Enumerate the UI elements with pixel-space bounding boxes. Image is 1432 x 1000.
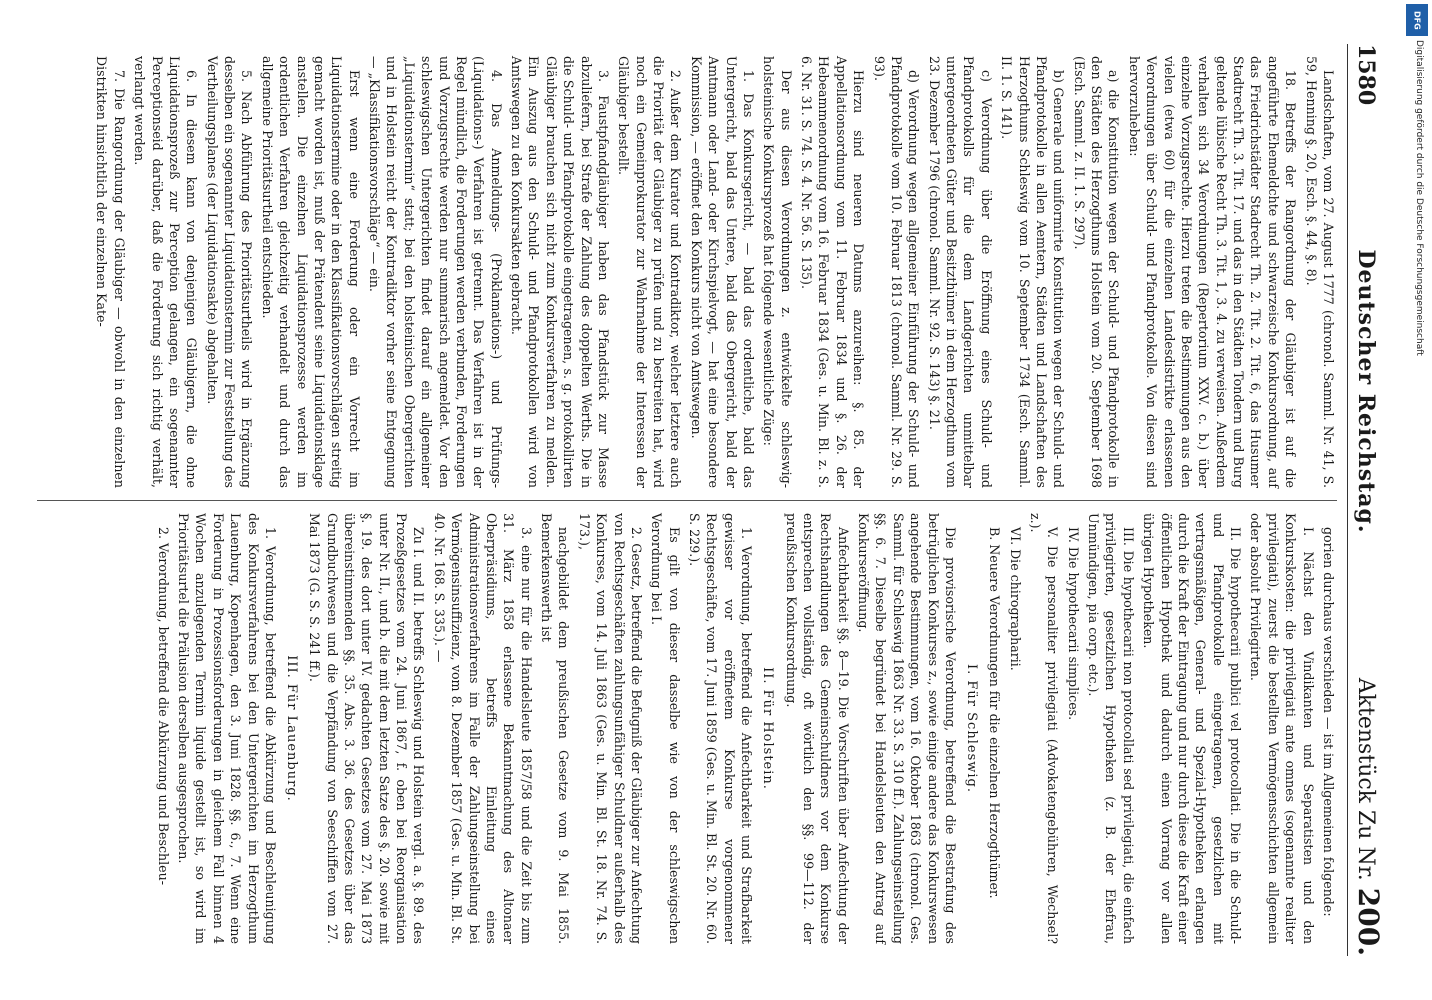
paragraph: Anfechtbarkeit §§. 8—19. Die Vorschriften über Anfechtung der Rechtshandlungen des Gemeinschuldners vor dem Konkurse entsprechen vollständig, oft wörtlich den §§. 99—112. der preußischen Konkursordnung. <box>783 513 851 944</box>
paragraph: 3. Faustpfandgläubiger haben das Pfandstück zur Masse abzuliefern, bei Strafe der Zahlung des doppelten Werths. Die in die Schuld- und Pfandprotokolle eingetragenen, s. g. protokollirten Gläubiger brauchen sich nicht zum Konkursverfahren zu melden. Ein Auszug aus den Schuld- und Pfandprotokollen wird von Amtswegen zu den Konkursakten gebracht. <box>509 56 611 488</box>
paragraph: II. Die hypothecarii publici vel protocollati. Die in die Schuld- und Pfandprotokolle eingetragenen, gesetzlichen mit vertragsmäßigen, General- und Spezial-Hypotheken erlangen durch die Kraft der Eintragung und nur durch diese die Kraft einer öffentlichen Hypothek und dadurch einen Vorrang vor allen übrigen Hypotheken. <box>1141 513 1244 944</box>
paragraph: 2. Verordnung, betreffend die Abkürzung und Beschleu- <box>155 527 171 885</box>
issue-reference <box>1352 678 1385 956</box>
page-header <box>1347 44 1385 956</box>
paragraph: Erst wenn eine Forderung oder ein Vorrecht im Liquidationstermine oder in den Klassifikationsvorschlägen streitig gemacht worden ist, muß der Prätendent seine Liquidationsklage anstellen. Die einzelnen Liquidationsprozesse werden im ordentlichen Verfahren gleichzeitig verhandelt und durch das allgemeine Prioritätsurtheil entschieden. <box>259 56 362 488</box>
paragraph: nachgebildet dem preußischen Gesetze vom 9. Mai 1855. Bemerkenswerth ist <box>539 513 572 944</box>
paragraph: 1. Verordnung, betreffend die Abkürzung und Beschleunigung des Konkursverfahrens bei den Untergerichten im Herzogthum Lauenburg, Kopenhagen, den 3. Juni 1828. §§. 6., 7. Wenn eine Forderung in Prozessionsforderungen in gleichem Fall binnen 4 Wochen anzulegenden Termin liquide gestellt ist, so wird im Prioritätsurtel die Prälusion derselben ausgesprochen. <box>176 513 278 944</box>
right-column-intro <box>986 513 1337 944</box>
paragraph: VI. Die chirographarii. <box>1007 527 1023 671</box>
dfg-sidebar <box>1398 0 1432 1000</box>
paragraph: 2. Außer dem Kurator und Kontradiktor, welcher letztere auch die Priorität der Gläubiger zu prüfen und zu bestreiten hat, wird noch ein Gemeinprokurator zur Wahrnahme der Interessen der Gläubiger bestellt. <box>616 56 684 488</box>
dfg-funding-note: Digitalisierung gefördert durch die Deutsche Forschungsgemeinschaft <box>1414 40 1424 356</box>
paragraph: 5. Nach Abführung des Prioritätsurtheils wird in Ergänzung desselben ein sogenannter Liquidationstermin zur Feststellung des Vertheilungsplanes (der Liquidationsakte) abgehalten. <box>204 56 255 488</box>
paragraph: I. Nächst den Vindikanten und Separatisten und den Konkurskosten: die privilegiati ante omnes (sogenannte realiter privilegiati), zuerst die bestellten Vermögensschichten allgemein oder absolut Privilegirten. <box>1248 513 1316 944</box>
paragraph: Zu I. und II. betreffs Schleswig und Holstein vergl. a. §. 89. des Prozeßgesetzes vom 24. Juni 1867, f. oben bei Reorganisation unter Nr. II., und b. die mit dem letzten Satze des §. 20. sowie mit §. 19. des dort unter IV. gedachten Gesetzes vom 27. Mai 1873 übereinstimmenden §§. 35. Abs. 3. 36. des Gesetzes über das Grundbuchwesen und die Verpfändung von Seeschiffen vom 27. Mai 1873 (G. S. S. 241 ff.). <box>307 513 427 944</box>
text-columns <box>37 44 1337 956</box>
paragraph: 6. In diesem kann von denjenigen Gläubigern, die ohne Liquidationsprozeß zur Perception gelangen, ein sogenannter Perceptionseid darüber, daß die Forderung sich richtig verhält, verlangt werden. <box>132 56 200 488</box>
section-heading-schleswig: I. Für Schleswig. <box>963 664 979 793</box>
left-column <box>37 44 1337 500</box>
dfg-logo: DFG <box>1406 4 1428 36</box>
paragraph: V. Die personaliter privilegiati (Advokatengebühren, Wechsel? z.). <box>1028 513 1061 944</box>
paragraph: Die provisorische Verordnung, betreffend die Bestrafung des betrüglichen Konkurses z., sowie einige andere das Konkurswesen angehende Bestimmungen, vom 16. Oktober 1863 (chronol. Ges. Samml. für Schleswig 1863 Nr. 33. S. 310 ff.). Zahlungseinstellung §§. 6. 7. Dieselbe begründet bei Handelsleuten den Antrag auf Konkurseröffnung. <box>856 513 958 944</box>
paragraph: Landschaften, vom 27. August 1777 (chronol. Samml. Nr. 41, S. 59, Henning §. 20, Esch. §. 44, §. 8). <box>1303 56 1336 488</box>
paragraph: Es gilt von dieser dasselbe wie von der schleswigschen Verordnung bei I. <box>649 513 682 944</box>
paragraph: d) Verordnung wegen allgemeiner Einführung der Schuld- und Pfandprotokolle vom 10. Februar 1813 (chronol. Samml. Nr. 29. S. 93). <box>871 56 922 488</box>
paragraph: Hierzu sind neueren Datums anzureihen: §. 85. der Appellationsordnung vom 11. Februar 1834 und §. 26. der Hebeammenordnung vom 16. Februar 1834 (Ges. u. Min. Bl. z. S. 6. Nr. 31. S. 74. S. 4. Nr. 56. S. 135). <box>799 56 867 488</box>
rotated-document-page <box>13 10 1403 990</box>
section-lauenburg <box>154 513 279 944</box>
section-heading-lauenburg: III. Für Lauenburg. <box>283 655 299 802</box>
right-column <box>37 500 1337 956</box>
paragraph: Der aus diesen Verordnungen z. entwickelte schleswig-holsteinische Konkursprozeß hat folgende wesentliche Züge: <box>761 56 794 488</box>
paragraph: 18. Betreffs der Rangordnung der Gläubiger ist auf die angeführte Ehemeldchte und schwarzeische Konkursordnung, auf das Friedrichstädter Stadrecht Th. 2. Tit. 2. Tit. 6, das Husumer Stadtrecht Th. 3. Tit. 17. und das in den Städten Tondern und Burg geltende lübische Recht Th. 3. Tit. 1, 3. 4. zu verweisen. Außerdem verhalten sich 34 Verordnungen (Repertorium XXV. c. b.) über einzelne Vorzugsrechte. Hierzu treten die Bestimmungen aus den vielen (etwa 60) für die einzelnen Landesdistrikte erlassenen Verordnungen über Schuld- und Pfandprotokolle. Von diesen sind hervorzuheben: <box>1126 56 1299 488</box>
section-heading-holstein: II. Für Holstein. <box>760 667 776 790</box>
issue-prefix: Aktenstück Zu Nr. <box>1353 677 1378 881</box>
paragraph: a) die Konstitution wegen der Schuld- und Pfandprotokolle in den Städten des Herzogthums Holstein vom 20. September 1698 (Esch. Samml. z. II. 1. S. 297). <box>1071 56 1122 488</box>
section-schleswig <box>782 513 959 944</box>
publication-title: Deutscher Reichstag. <box>1353 249 1379 534</box>
paragraph: B. Neuere Verordnungen für die einzelnen Herzogthümer. <box>987 527 1003 899</box>
paragraph: IV. Die hypothecarii simplices. <box>1065 527 1081 721</box>
issue-number: 200. <box>1352 887 1385 956</box>
paragraph: gorien durchaus verschieden — ist im Allgemeinen folgende: <box>1321 527 1336 917</box>
paragraph: 4. Das Anmeldungs- (Proklamations-) und Prüfungs- (Liquidations-) Verfahren ist getrennt. Das Verfahren ist in der Regel mündlich, die Forderungen werden verbunden, Forderungen und Vorzugsrechte werden nur summarisch angemeldet. Vor den schleswigschen Untergerichten findet darauf ein allgemeiner „Liquidationstermin“ statt; bei den holsteinischen Obergerichten und in Holstein reicht der Kontradiktor vorher seine Entgegnung — „Klassifikationsvorschläge“ — ein. <box>367 56 504 488</box>
paragraph: 1. Das Konkursgericht, — bald das ordentliche, bald das Untergericht, bald das Untere, bald das Obergericht, bald der Amtmann oder Land- oder Kirchspielvogt, — hat eine besondere Kommission, — eröffnet den Konkurs nicht von Amtswegen. <box>688 56 756 488</box>
section-holstein <box>306 513 755 944</box>
paragraph: 2. Gesetz, betreffend die Befugniß der Gläubiger zur Anfechtung von Rechtsgeschäften zahlungsunfähiger Schuldner außerhalb des Konkurses, vom 14. Juli 1863 (Ges. u. Min. Bl. St. 18. Nr. 74. S. 173.), <box>576 513 644 944</box>
paragraph: c) Verordnung über die Eröffnung eines Schuld- und Pfandprotokolls für die dem Landgerichten unmittelbar untergeordneten Güter und Besitzthümer in dem Herzogthum vom 23. Dezember 1796 (chronol. Samml. Nr. 92. S. 143) §. 21. <box>926 56 994 488</box>
page-number: 1580 <box>1353 44 1379 106</box>
paragraph: 3. eine nur für die Handelsleute 1857/58 und die Zeit bis zum 31. März 1858 erlassene Bekanntmachung des Altonaer Oberpräsidiums, betreffs Einleitung eines Administrationsverfahrens im Falle der Zahlungseinstellung bei Vermögensinsuffizienz, vom 8. Dezember 1857 (Ges. u. Min. Bl. St. 40. Nr. 168. S. 335.). — <box>431 513 534 944</box>
paragraph: 7. Die Rangordnung der Gläubiger — obwohl in den einzelnen Distrikten hinsichtlich der einzelnen Kate- <box>94 56 127 488</box>
paragraph: b) Generale und uniformirte Konstitution wegen der Schuld- und Pfandprotokolle in allen Aemtern, Städten und Landschaften des Herzogthums Schleswig vom 10. September 1734 (Esch. Samml. II. 1. S. 141). <box>999 56 1067 488</box>
paragraph: III. Die hypothecarii non protocollati sed privilegiati, die einfach privilegirten, gesetzlichen Hypotheken (z. B. der Ehefrau, Unmündigen, pia corp. etc.). <box>1086 513 1136 944</box>
paragraph: 1. Verordnung, betreffend die Anfechtbarkeit und Strafbarkeit gewisser vor eröffnetem Konkurse vorgenommener Rechtsgeschäfte, vom 17. Juni 1859 (Ges. u. Min. Bl. St. 20. Nr. 60. S. 229.). <box>687 513 755 944</box>
